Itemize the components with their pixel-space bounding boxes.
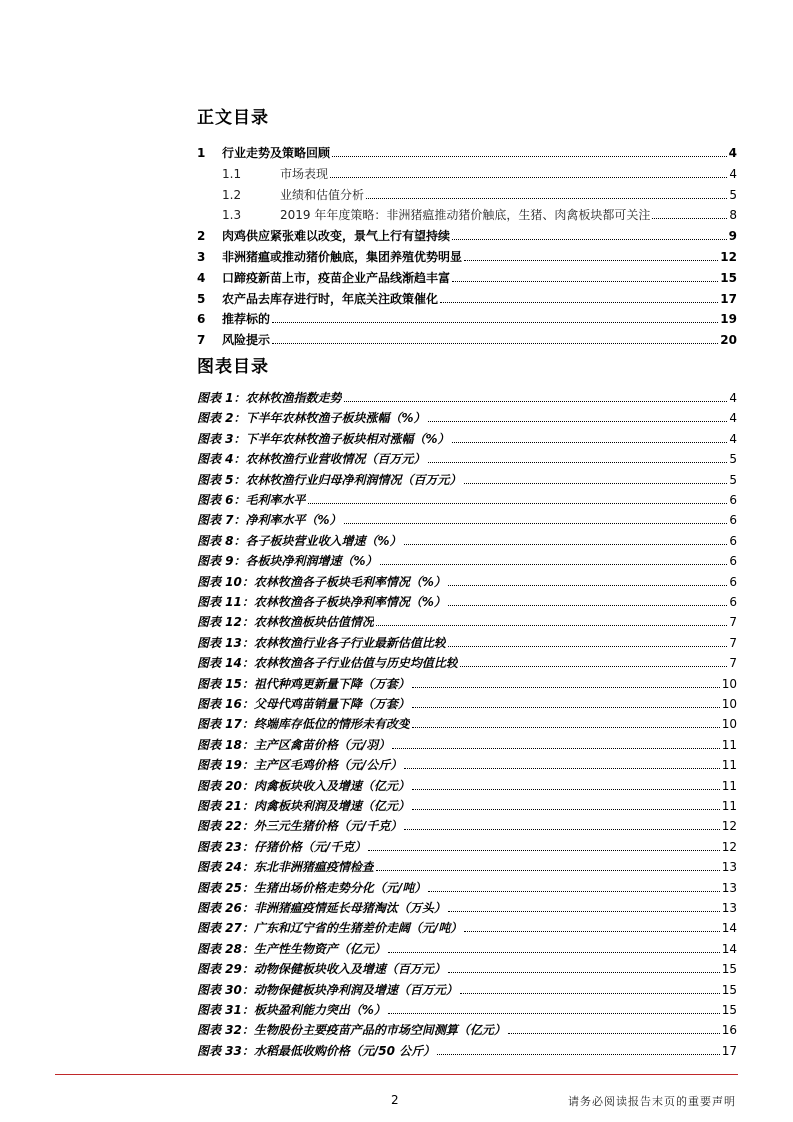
figure-entry-label: 图表 23： (197, 840, 254, 854)
figure-entry-page: 10 (721, 717, 737, 731)
figure-entry[interactable] (197, 794, 737, 814)
figure-entry-label: 图表 11： (197, 595, 254, 609)
figure-entry[interactable] (197, 814, 737, 834)
figure-entry-title: 板块盈利能力突出（%） (253, 1003, 386, 1017)
toc-entry[interactable] (197, 162, 737, 182)
figure-entry-title: 非洲猪瘟疫情延长母猪淘汰（万头） (253, 901, 446, 915)
dot-leader (464, 931, 719, 932)
figure-entry[interactable] (197, 1018, 737, 1038)
figure-entry-page: 4 (729, 391, 737, 405)
figure-entry[interactable] (197, 774, 737, 794)
figure-entry[interactable] (197, 447, 737, 467)
disclaimer-note: 请务必阅读报告末页的重要声明 (568, 1095, 736, 1108)
figure-entry-title: 下半年农林牧渔子板块相对涨幅（%） (245, 432, 450, 446)
figure-entry-page: 6 (729, 575, 737, 589)
figure-entry-title: 农林牧渔行业营收情况（百万元） (245, 452, 426, 466)
figure-entry-label: 图表 2： (197, 411, 246, 425)
toc-entry-page: 19 (720, 312, 737, 326)
figure-entry-label: 图表 18： (197, 738, 254, 752)
figure-entry[interactable] (197, 1039, 737, 1059)
dot-leader (460, 993, 720, 994)
toc-entry-number: 6 (197, 312, 206, 326)
figure-entry-label: 图表 21： (197, 799, 254, 813)
figure-entry[interactable] (197, 508, 737, 528)
figure-entry-label: 图表 9： (197, 554, 246, 568)
toc-entry[interactable] (197, 328, 737, 348)
figure-entry-page: 6 (729, 595, 737, 609)
figure-entry-title: 农林牧渔行业归母净利润情况（百万元） (245, 473, 462, 487)
dot-leader (388, 952, 720, 953)
figure-entry-title: 各子板块营业收入增速（%） (245, 534, 402, 548)
dot-leader (452, 239, 727, 240)
figure-entry[interactable] (197, 855, 737, 875)
figure-entry[interactable] (197, 631, 737, 651)
toc-entry-title: 行业走势及策略回顾 (222, 146, 331, 160)
figure-entry-title: 生物股份主要疫苗产品的市场空间测算（亿元） (253, 1023, 506, 1037)
figure-entry-label: 图表 16： (197, 697, 254, 711)
dot-leader (428, 421, 728, 422)
figure-entry-title: 农林牧渔行业各子行业最新估值比较 (253, 636, 446, 650)
figure-entry[interactable] (197, 916, 737, 936)
figure-entry-page: 10 (721, 697, 737, 711)
figure-entry-title: 广东和辽宁省的生猪差价走阔（元/吨） (253, 921, 463, 935)
figure-entry-page: 12 (721, 819, 737, 833)
toc-entry-page: 17 (720, 292, 737, 306)
toc-entry[interactable] (197, 183, 737, 203)
figure-entry-title: 动物保健板块净利润及增速（百万元） (253, 983, 458, 997)
figure-entry[interactable] (197, 549, 737, 569)
figure-entry-page: 10 (721, 677, 737, 691)
dot-leader (448, 972, 720, 973)
dot-leader (404, 768, 719, 769)
toc-entry-page: 8 (729, 208, 737, 222)
figure-entry-label: 图表 8： (197, 534, 246, 548)
toc-entry[interactable] (197, 224, 737, 244)
toc-entry-number: 5 (197, 292, 206, 306)
toc-entry-page: 4 (728, 146, 737, 160)
figure-entry-page: 13 (721, 881, 737, 895)
figure-entry-page: 5 (729, 452, 737, 466)
dot-leader (412, 727, 720, 728)
figure-entry-label: 图表 26： (197, 901, 254, 915)
figure-entry[interactable] (197, 692, 737, 712)
figure-entry-title: 各板块净利润增速（%） (245, 554, 378, 568)
figure-entry-label: 图表 29： (197, 962, 254, 976)
figure-entry-page: 7 (729, 636, 737, 650)
figure-entry-label: 图表 12： (197, 615, 254, 629)
figure-entry[interactable] (197, 488, 737, 508)
dot-leader (380, 564, 728, 565)
toc-entry-page: 9 (728, 229, 737, 243)
figure-entry-page: 15 (721, 1003, 737, 1017)
figure-entry-page: 15 (721, 962, 737, 976)
dot-leader (448, 911, 720, 912)
dot-leader (388, 1013, 720, 1014)
toc-entry-number: 7 (197, 333, 206, 347)
figure-entry-label: 图表 10： (197, 575, 254, 589)
figure-entry-page: 6 (729, 493, 737, 507)
figure-entry-label: 图表 32： (197, 1023, 254, 1037)
figure-entry-title: 下半年农林牧渔子板块涨幅（%） (245, 411, 426, 425)
figure-entry[interactable] (197, 998, 737, 1018)
figure-entry[interactable] (197, 468, 737, 488)
toc-entry-title: 2019 年年度策略：非洲猪瘟推动猪价触底，生猪、肉禽板块都可关注 (280, 208, 651, 222)
page-number: 2 (391, 1093, 399, 1107)
toc-entry-page: 4 (729, 167, 737, 181)
figure-entry-label: 图表 24： (197, 860, 254, 874)
figure-entry-page: 14 (721, 921, 737, 935)
figure-entry[interactable] (197, 651, 737, 671)
toc-entry-title: 市场表现 (280, 167, 329, 181)
toc-entry-title: 业绩和估值分析 (280, 188, 365, 202)
dot-leader (332, 156, 727, 157)
dot-leader (412, 687, 720, 688)
figure-entry-page: 11 (721, 799, 737, 813)
figure-entry-page: 7 (729, 656, 737, 670)
dot-leader (272, 322, 718, 323)
figure-entry[interactable] (197, 672, 737, 692)
figure-entry-title: 农林牧渔板块估值情况 (253, 615, 374, 629)
dot-leader (308, 503, 728, 504)
figure-entry[interactable] (197, 835, 737, 855)
toc-entry-number: 1.3 (222, 208, 242, 222)
toc-entry-title: 非洲猪瘟或推动猪价触底，集团养殖优势明显 (222, 250, 463, 264)
toc-entry-page: 5 (729, 188, 737, 202)
figure-entry-page: 14 (721, 942, 737, 956)
figure-entry-title: 生产性生物资产（亿元） (253, 942, 386, 956)
dot-leader (652, 218, 727, 219)
toc-entry[interactable] (197, 266, 737, 286)
figure-entry-label: 图表 4： (197, 452, 246, 466)
toc-entry-title: 风险提示 (222, 333, 271, 347)
figure-entry[interactable] (197, 570, 737, 590)
figure-entry[interactable] (197, 753, 737, 773)
figure-entry-page: 11 (721, 779, 737, 793)
dot-leader (460, 666, 727, 667)
figure-entry[interactable] (197, 529, 737, 549)
dot-leader (404, 829, 719, 830)
footer-divider (55, 1074, 738, 1075)
figure-entry-page: 4 (729, 411, 737, 425)
dot-leader (376, 625, 727, 626)
figure-entry-label: 图表 6： (197, 493, 246, 507)
figure-entry-page: 13 (721, 860, 737, 874)
figure-entry-page: 11 (721, 758, 737, 772)
figure-entry-page: 6 (729, 534, 737, 548)
figure-entry[interactable] (197, 406, 737, 426)
figure-entry-label: 图表 1： (197, 391, 246, 405)
figure-entry-title: 外三元生猪价格（元/千克） (253, 819, 403, 833)
figure-entry-label: 图表 22： (197, 819, 254, 833)
toc-entry-title: 农产品去库存进行时，年底关注政策催化 (222, 292, 439, 306)
figure-entry-page: 7 (729, 615, 737, 629)
figure-entry-title: 农林牧渔指数走势 (245, 391, 342, 405)
figure-entry[interactable] (197, 733, 737, 753)
figure-entry-title: 农林牧渔各子行业估值与历史均值比较 (253, 656, 458, 670)
figure-entry-page: 15 (721, 983, 737, 997)
figure-entry[interactable] (197, 590, 737, 610)
toc-entry-number: 1.2 (222, 188, 242, 202)
dot-leader (330, 177, 727, 178)
dot-leader (448, 605, 727, 606)
figure-entry[interactable] (197, 957, 737, 977)
figure-entry-title: 父母代鸡苗销量下降（万套） (253, 697, 410, 711)
figure-entry[interactable] (197, 610, 737, 630)
dot-leader (428, 891, 719, 892)
figure-entry-title: 仔猪价格（元/千克） (253, 840, 367, 854)
dot-leader (464, 483, 728, 484)
dot-leader (404, 544, 728, 545)
figure-entry-title: 毛利率水平 (245, 493, 306, 507)
figure-entry-title: 净利率水平（%） (245, 513, 342, 527)
toc-entry-page: 15 (720, 271, 737, 285)
dot-leader (412, 789, 720, 790)
figure-entry-label: 图表 5： (197, 473, 246, 487)
figure-entry-label: 图表 25： (197, 881, 254, 895)
toc-entry[interactable] (197, 307, 737, 327)
figure-entry-title: 农林牧渔各子板块毛利率情况（%） (253, 575, 446, 589)
figure-entry-label: 图表 14： (197, 656, 254, 670)
toc-entry[interactable] (197, 203, 737, 223)
toc-entry-title: 肉鸡供应紧张难以改变，景气上行有望持续 (222, 229, 451, 243)
figure-entry-label: 图表 20： (197, 779, 254, 793)
dot-leader (452, 442, 728, 443)
dot-leader (366, 198, 727, 199)
figure-entry-title: 主产区毛鸡价格（元/公斤） (253, 758, 403, 772)
figure-entry-page: 5 (729, 473, 737, 487)
figure-entry-label: 图表 15： (197, 677, 254, 691)
toc-heading: 正文目录 (197, 108, 269, 128)
figure-entry-page: 4 (729, 432, 737, 446)
toc-entry-page: 20 (720, 333, 737, 347)
figure-entry-label: 图表 30： (197, 983, 254, 997)
figure-entry-title: 主产区禽苗价格（元/羽） (253, 738, 391, 752)
figure-entry-page: 11 (721, 738, 737, 752)
toc-entry-number: 1.1 (222, 167, 242, 181)
figure-entry-page: 6 (729, 513, 737, 527)
figure-entry-label: 图表 28： (197, 942, 254, 956)
dot-leader (428, 462, 728, 463)
dot-leader (448, 585, 727, 586)
figure-entry-title: 终端库存低位的情形未有改变 (253, 717, 410, 731)
figure-entry-page: 6 (729, 554, 737, 568)
figure-entry[interactable] (197, 896, 737, 916)
figure-entry-label: 图表 13： (197, 636, 254, 650)
dot-leader (272, 343, 718, 344)
figure-entry-title: 生猪出场价格走势分化（元/吨） (253, 881, 427, 895)
figure-entry[interactable] (197, 978, 737, 998)
dot-leader (412, 809, 720, 810)
dot-leader (412, 707, 720, 708)
dot-leader (344, 523, 728, 524)
toc-entry[interactable] (197, 141, 737, 161)
dot-leader (448, 646, 727, 647)
dot-leader (508, 1033, 720, 1034)
figure-entry-label: 图表 31： (197, 1003, 254, 1017)
figure-entry[interactable] (197, 712, 737, 732)
figure-entry[interactable] (197, 937, 737, 957)
figure-entry[interactable] (197, 427, 737, 447)
figure-entry-label: 图表 7： (197, 513, 246, 527)
figure-entry-label: 图表 33： (197, 1044, 254, 1058)
dot-leader (344, 401, 728, 402)
figure-list-heading: 图表目录 (197, 357, 269, 377)
figure-entry-page: 12 (721, 840, 737, 854)
figure-entry-label: 图表 19： (197, 758, 254, 772)
toc-entry[interactable] (197, 287, 737, 307)
figure-entry-title: 祖代种鸡更新量下降（万套） (253, 677, 410, 691)
dot-leader (437, 1054, 720, 1055)
figure-entry-title: 农林牧渔各子板块净利率情况（%） (253, 595, 446, 609)
toc-entry-number: 4 (197, 271, 206, 285)
toc-entry-title: 口蹄疫新苗上市，疫苗企业产品线渐趋丰富 (222, 271, 451, 285)
figure-entry-title: 东北非洲猪瘟疫情检查 (253, 860, 374, 874)
figure-entry[interactable] (197, 386, 737, 406)
figure-entry-title: 肉禽板块收入及增速（亿元） (253, 779, 410, 793)
dot-leader (440, 302, 718, 303)
dot-leader (464, 260, 718, 261)
figure-entry[interactable] (197, 876, 737, 896)
dot-leader (368, 850, 719, 851)
dot-leader (452, 281, 718, 282)
toc-entry-number: 1 (197, 146, 206, 160)
figure-entry-page: 17 (721, 1044, 737, 1058)
toc-entry-number: 2 (197, 229, 206, 243)
dot-leader (376, 870, 720, 871)
toc-entry-page: 12 (720, 250, 737, 264)
figure-entry-title: 水稻最低收购价格（元/50 公斤） (253, 1044, 436, 1058)
dot-leader (392, 748, 719, 749)
figure-entry-page: 16 (721, 1023, 737, 1037)
figure-entry-title: 肉禽板块利润及增速（亿元） (253, 799, 410, 813)
toc-entry[interactable] (197, 245, 737, 265)
figure-entry-label: 图表 17： (197, 717, 254, 731)
figure-entry-label: 图表 27： (197, 921, 254, 935)
toc-entry-number: 3 (197, 250, 206, 264)
figure-entry-page: 13 (721, 901, 737, 915)
figure-entry-label: 图表 3： (197, 432, 246, 446)
figure-entry-title: 动物保健板块收入及增速（百万元） (253, 962, 446, 976)
toc-entry-title: 推荐标的 (222, 312, 271, 326)
